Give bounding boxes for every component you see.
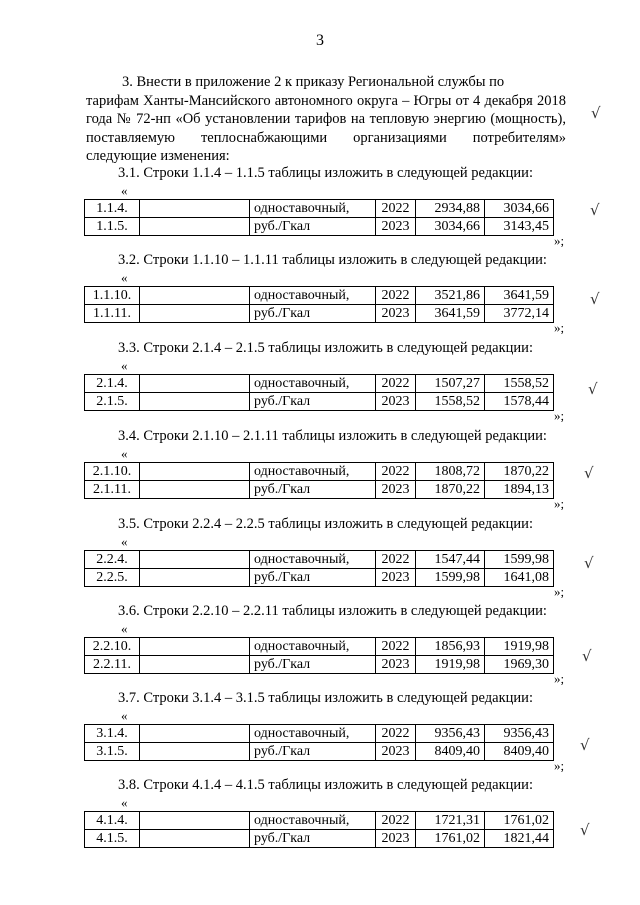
intro-rest: тарифам Ханты-Мансийского автономного округа – Югры от 4 декабря 2018 года № 72-нп «Об установлении тарифов на тепловую энергию (мощность), поставляемую теплоснабжающими организациями потребителям» следующие изменения: xyxy=(86,92,566,164)
table-cell-year: 2022 xyxy=(376,551,416,569)
check-mark: √ xyxy=(584,554,594,572)
table-cell-num: 2.1.10. xyxy=(85,463,140,481)
table-cell-num: 4.1.5. xyxy=(85,830,140,848)
table-cell-v2: 1558,52 xyxy=(485,375,554,393)
table-cell-v1: 2934,88 xyxy=(416,200,485,218)
table-row xyxy=(85,305,554,323)
table-cell-blank xyxy=(140,200,250,218)
open-quote: « xyxy=(121,446,128,461)
table-cell-year: 2022 xyxy=(376,812,416,830)
table-cell-v2: 3143,45 xyxy=(485,218,554,236)
intro-paragraph xyxy=(86,73,566,166)
table-cell-v1: 3521,86 xyxy=(416,287,485,305)
table-cell-type: руб./Гкал xyxy=(250,743,376,761)
open-quote: « xyxy=(121,358,128,373)
table-row xyxy=(85,218,554,236)
table-cell-v2: 1578,44 xyxy=(485,393,554,411)
page-number: 3 xyxy=(316,32,324,49)
table-cell-num: 3.1.4. xyxy=(85,725,140,743)
table-cell-blank xyxy=(140,725,250,743)
tariff-table xyxy=(84,550,554,587)
check-mark: √ xyxy=(591,104,601,122)
close-quote: »; xyxy=(554,758,565,773)
section-heading: 3.3. Строки 2.1.4 – 2.1.5 таблицы изложить в следующей редакции: xyxy=(118,340,533,356)
tariff-table xyxy=(84,374,554,411)
open-quote: « xyxy=(121,708,128,723)
table-cell-v2: 1969,30 xyxy=(485,656,554,674)
table-cell-v1: 3034,66 xyxy=(416,218,485,236)
table-cell-blank xyxy=(140,830,250,848)
table-cell-v1: 1507,27 xyxy=(416,375,485,393)
table-row xyxy=(85,743,554,761)
table-cell-v1: 1761,02 xyxy=(416,830,485,848)
table-cell-v1: 1919,98 xyxy=(416,656,485,674)
table-cell-year: 2023 xyxy=(376,393,416,411)
table-cell-blank xyxy=(140,463,250,481)
close-quote: »; xyxy=(554,320,565,335)
table-cell-type: одноставочный, xyxy=(250,551,376,569)
table-cell-v2: 3034,66 xyxy=(485,200,554,218)
table-cell-v2: 1599,98 xyxy=(485,551,554,569)
table-cell-num: 2.2.11. xyxy=(85,656,140,674)
table-row xyxy=(85,287,554,305)
table-cell-v1: 9356,43 xyxy=(416,725,485,743)
table-cell-v2: 1641,08 xyxy=(485,569,554,587)
table-cell-v1: 1599,98 xyxy=(416,569,485,587)
section-heading: 3.5. Строки 2.2.4 – 2.2.5 таблицы изложить в следующей редакции: xyxy=(118,516,533,532)
table-cell-type: одноставочный, xyxy=(250,812,376,830)
table-cell-year: 2022 xyxy=(376,638,416,656)
open-quote: « xyxy=(121,534,128,549)
check-mark: √ xyxy=(580,821,590,839)
check-mark: √ xyxy=(580,736,590,754)
check-mark: √ xyxy=(584,464,594,482)
table-cell-type: одноставочный, xyxy=(250,287,376,305)
table-cell-num: 2.2.10. xyxy=(85,638,140,656)
table-cell-num: 3.1.5. xyxy=(85,743,140,761)
section-heading: 3.8. Строки 4.1.4 – 4.1.5 таблицы изложить в следующей редакции: xyxy=(118,777,533,793)
table-cell-blank xyxy=(140,481,250,499)
amendment-section xyxy=(0,165,640,259)
open-quote: « xyxy=(121,183,128,198)
table-row xyxy=(85,638,554,656)
table-cell-blank xyxy=(140,393,250,411)
table-cell-v2: 1870,22 xyxy=(485,463,554,481)
amendment-section xyxy=(0,603,640,697)
table-cell-num: 1.1.11. xyxy=(85,305,140,323)
table-row xyxy=(85,551,554,569)
table-cell-v1: 8409,40 xyxy=(416,743,485,761)
open-quote: « xyxy=(121,621,128,636)
check-mark: √ xyxy=(588,380,598,398)
table-cell-type: руб./Гкал xyxy=(250,481,376,499)
table-cell-type: одноставочный, xyxy=(250,375,376,393)
check-mark: √ xyxy=(590,201,600,219)
table-cell-year: 2022 xyxy=(376,200,416,218)
table-row xyxy=(85,812,554,830)
table-cell-v2: 8409,40 xyxy=(485,743,554,761)
check-mark: √ xyxy=(582,647,592,665)
table-cell-type: одноставочный, xyxy=(250,200,376,218)
amendment-section xyxy=(0,516,640,610)
table-row xyxy=(85,830,554,848)
table-cell-num: 2.2.5. xyxy=(85,569,140,587)
table-row xyxy=(85,569,554,587)
table-cell-type: руб./Гкал xyxy=(250,305,376,323)
table-cell-num: 1.1.10. xyxy=(85,287,140,305)
table-row xyxy=(85,656,554,674)
table-row xyxy=(85,481,554,499)
table-row xyxy=(85,393,554,411)
table-cell-blank xyxy=(140,551,250,569)
table-cell-blank xyxy=(140,638,250,656)
table-cell-type: руб./Гкал xyxy=(250,218,376,236)
table-cell-type: руб./Гкал xyxy=(250,569,376,587)
table-cell-type: руб./Гкал xyxy=(250,830,376,848)
close-quote: »; xyxy=(554,584,565,599)
table-cell-v2: 1919,98 xyxy=(485,638,554,656)
table-cell-blank xyxy=(140,375,250,393)
tariff-table xyxy=(84,724,554,761)
section-heading: 3.6. Строки 2.2.10 – 2.2.11 таблицы изложить в следующей редакции: xyxy=(118,603,547,619)
table-cell-v2: 3772,14 xyxy=(485,305,554,323)
table-cell-num: 2.1.5. xyxy=(85,393,140,411)
table-cell-year: 2022 xyxy=(376,287,416,305)
table-cell-v2: 1894,13 xyxy=(485,481,554,499)
tariff-table xyxy=(84,811,554,848)
table-cell-year: 2023 xyxy=(376,218,416,236)
check-mark: √ xyxy=(590,290,600,308)
table-cell-year: 2023 xyxy=(376,305,416,323)
table-cell-year: 2022 xyxy=(376,725,416,743)
table-cell-type: одноставочный, xyxy=(250,638,376,656)
table-row xyxy=(85,200,554,218)
table-cell-v1: 1721,31 xyxy=(416,812,485,830)
tariff-table xyxy=(84,462,554,499)
tariff-table xyxy=(84,637,554,674)
table-cell-num: 2.1.11. xyxy=(85,481,140,499)
table-cell-type: одноставочный, xyxy=(250,725,376,743)
table-cell-type: одноставочный, xyxy=(250,463,376,481)
open-quote: « xyxy=(121,270,128,285)
table-cell-v1: 1870,22 xyxy=(416,481,485,499)
open-quote: « xyxy=(121,795,128,810)
table-cell-v1: 3641,59 xyxy=(416,305,485,323)
table-row xyxy=(85,375,554,393)
close-quote: »; xyxy=(554,496,565,511)
section-heading: 3.2. Строки 1.1.10 – 1.1.11 таблицы изложить в следующей редакции: xyxy=(118,252,547,268)
table-cell-year: 2023 xyxy=(376,743,416,761)
table-cell-year: 2022 xyxy=(376,463,416,481)
table-cell-num: 1.1.4. xyxy=(85,200,140,218)
table-cell-v1: 1856,93 xyxy=(416,638,485,656)
close-quote: »; xyxy=(554,408,565,423)
table-cell-v2: 9356,43 xyxy=(485,725,554,743)
table-cell-type: руб./Гкал xyxy=(250,393,376,411)
table-cell-type: руб./Гкал xyxy=(250,656,376,674)
tariff-table xyxy=(84,199,554,236)
table-cell-blank xyxy=(140,287,250,305)
table-cell-year: 2023 xyxy=(376,481,416,499)
section-heading: 3.4. Строки 2.1.10 – 2.1.11 таблицы изложить в следующей редакции: xyxy=(118,428,547,444)
section-heading: 3.1. Строки 1.1.4 – 1.1.5 таблицы изложить в следующей редакции: xyxy=(118,165,533,181)
table-cell-blank xyxy=(140,305,250,323)
table-cell-v2: 1761,02 xyxy=(485,812,554,830)
amendment-section xyxy=(0,777,640,871)
table-cell-v1: 1558,52 xyxy=(416,393,485,411)
section-heading: 3.7. Строки 3.1.4 – 3.1.5 таблицы изложить в следующей редакции: xyxy=(118,690,533,706)
amendment-section xyxy=(0,690,640,784)
amendment-section xyxy=(0,428,640,522)
table-cell-v1: 1808,72 xyxy=(416,463,485,481)
table-cell-v2: 1821,44 xyxy=(485,830,554,848)
table-cell-blank xyxy=(140,656,250,674)
table-cell-blank xyxy=(140,743,250,761)
table-row xyxy=(85,463,554,481)
table-cell-v1: 1547,44 xyxy=(416,551,485,569)
table-cell-blank xyxy=(140,812,250,830)
close-quote: »; xyxy=(554,671,565,686)
table-cell-v2: 3641,59 xyxy=(485,287,554,305)
intro-first-line: 3. Внести в приложение 2 к приказу Региональной службы по xyxy=(122,74,505,90)
table-cell-year: 2022 xyxy=(376,375,416,393)
amendment-section xyxy=(0,252,640,346)
table-cell-blank xyxy=(140,569,250,587)
table-row xyxy=(85,725,554,743)
table-cell-year: 2023 xyxy=(376,830,416,848)
table-cell-num: 4.1.4. xyxy=(85,812,140,830)
table-cell-blank xyxy=(140,218,250,236)
table-cell-num: 2.2.4. xyxy=(85,551,140,569)
table-cell-year: 2023 xyxy=(376,569,416,587)
table-cell-num: 1.1.5. xyxy=(85,218,140,236)
tariff-table xyxy=(84,286,554,323)
table-cell-num: 2.1.4. xyxy=(85,375,140,393)
close-quote: »; xyxy=(554,233,565,248)
table-cell-year: 2023 xyxy=(376,656,416,674)
amendment-section xyxy=(0,340,640,434)
